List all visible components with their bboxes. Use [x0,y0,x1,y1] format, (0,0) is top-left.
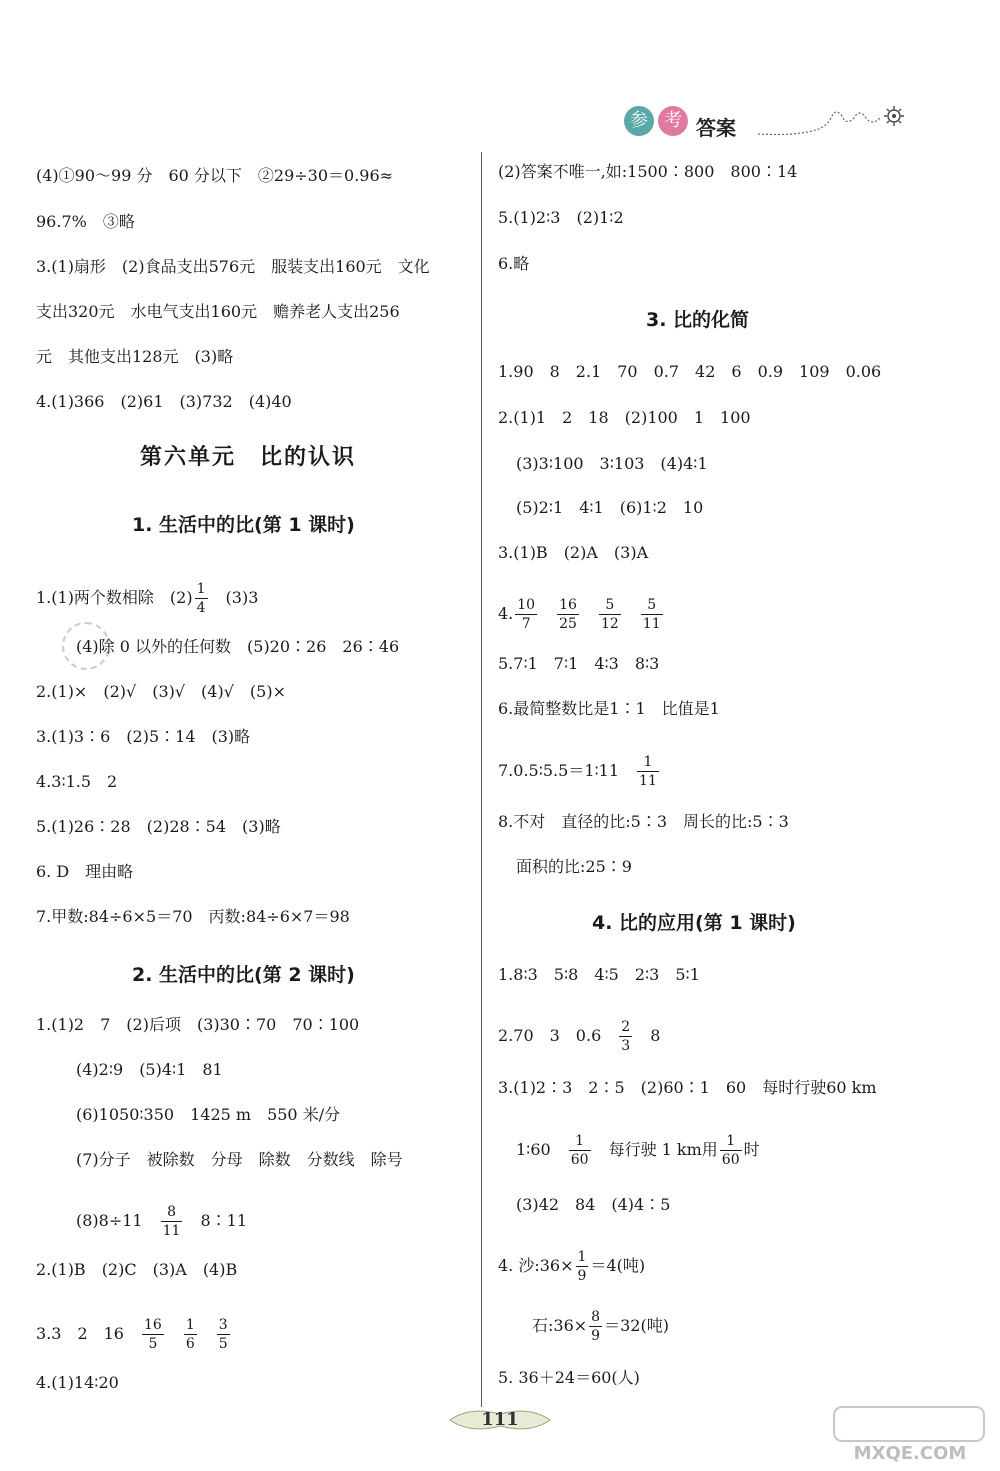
fraction: $\frac{1}{4}$ [196,581,206,616]
answer-line: 7.甲数:84÷6×5＝70 丙数:84÷6×7＝98 [36,907,350,926]
answer-line: 3.(1)B (2)A (3)A [498,543,649,562]
section-title: 3. 比的化简 [646,309,750,331]
answer-line: 3.(1)扇形 (2)食品支出576元 服装支出160元 文化 [36,257,430,276]
fraction: $\frac{16}{5}$ [144,1317,162,1352]
fraction: $\frac{5}{11}$ [642,597,661,632]
answer-line: 4.(1)14∶20 [36,1373,119,1392]
answer-line: 4.(1)366 (2)61 (3)732 (4)40 [36,392,292,411]
answer-line: 1.8∶3 5∶8 4∶5 2∶3 5∶1 [498,965,700,984]
answer-line: 1∶60 $\frac{1}{60}$ 每行驶 1 km用 $\frac{1}{60}$ 时 [516,1133,760,1168]
fraction: $\frac{1}{60}$ [721,1133,740,1168]
fraction: $\frac{1}{60}$ [570,1133,589,1168]
answer-line: 石:36× $\frac{8}{9}$ ＝32(吨) [532,1309,669,1344]
section-title: 2. 生活中的比(第 2 课时) [132,964,355,986]
answer-line: 3.3 2 16 $\frac{16}{5}$ $\frac{1}{6}$ $\frac{3}{5}$ [36,1317,228,1352]
answer-line: 6.最简整数比是1∶1 比值是1 [498,699,720,718]
answer-line: 1.(1)两个数相除 (2) $\frac{1}{4}$ (3)3 [36,581,259,616]
answer-line: (4)2∶9 (5)4∶1 81 [76,1060,223,1079]
answer-line: 7.0.5∶5.5＝1∶11 $\frac{1}{11}$ [498,754,657,789]
answer-line: 1.90 8 2.1 70 0.7 42 6 0.9 109 0.06 [498,362,882,381]
fraction: $\frac{3}{5}$ [218,1317,228,1352]
answer-line: (3)42 84 (4)4∶5 [516,1195,671,1214]
site-watermark [830,1405,990,1465]
fraction: $\frac{1}{6}$ [185,1317,195,1352]
answer-line: 4. $\frac{10}{7}$ $\frac{16}{25}$ $\frac{5}{12}$ $\frac{5}{11}$ [498,597,661,632]
fraction: $\frac{10}{7}$ [517,597,536,632]
section-title: 4. 比的应用(第 1 课时) [592,912,796,934]
section-title: 1. 生活中的比(第 1 课时) [132,514,355,536]
answer-line: 3.(1)2∶3 2∶5 (2)60∶1 60 每时行驶60 km [498,1078,877,1097]
answer-line: (8)8÷11 $\frac{8}{11}$ 8∶11 [76,1204,248,1239]
fraction: $\frac{8}{11}$ [162,1204,181,1239]
fraction: $\frac{16}{25}$ [559,597,577,632]
answer-line: (5)2∶1 4∶1 (6)1∶2 10 [516,498,704,517]
watermark-text: MXQE.COM [853,1443,967,1464]
fraction: $\frac{5}{12}$ [600,597,619,632]
column-divider [481,152,482,1407]
answer-line: 4. 沙:36× $\frac{1}{9}$ ＝4(吨) [498,1249,646,1284]
answer-line: 6. D 理由略 [36,862,134,881]
fraction: $\frac{1}{11}$ [639,754,657,789]
answer-line: 5.(1)2∶3 (2)1∶2 [498,208,624,227]
fraction: $\frac{8}{9}$ [591,1309,601,1344]
flower-swirl-icon [756,100,906,144]
fraction: $\frac{1}{9}$ [577,1249,587,1284]
answer-line: 8.不对 直径的比:5∶3 周长的比:5∶3 [498,812,789,831]
answer-line: 4.3∶1.5 2 [36,772,118,791]
answer-line: (4)除 0 以外的任何数 (5)20∶26 26∶46 [76,637,400,656]
page-number-badge [440,1400,560,1440]
answer-line: 6.略 [498,254,530,273]
answer-line: 1.(1)2 7 (2)后项 (3)30∶70 70∶100 [36,1015,360,1034]
answer-line: 面积的比:25∶9 [516,857,632,876]
answer-line: 96.7% ③略 [36,212,135,231]
fraction: $\frac{2}{3}$ [621,1019,631,1054]
badge-char-1: 参 [624,106,654,136]
answer-line: 2.(1)1 2 18 (2)100 1 100 [498,408,751,427]
answer-line: (3)3∶100 3∶103 (4)4∶1 [516,454,708,473]
answer-line: (2)答案不唯一,如:1500∶800 800∶14 [498,162,798,181]
badge-answer-label: 答案 [696,116,736,140]
page-number: 111 [481,1409,519,1430]
badge-char-2: 考 [658,106,688,136]
answer-line: 3.(1)3∶6 (2)5∶14 (3)略 [36,727,251,746]
answer-line: 元 其他支出128元 (3)略 [36,347,234,366]
answer-line: 2.(1)B (2)C (3)A (4)B [36,1260,238,1279]
answer-line: 2.70 3 0.6 $\frac{2}{3}$ 8 [498,1019,661,1054]
answer-key-header [618,98,908,148]
answer-line: 5.(1)26∶28 (2)28∶54 (3)略 [36,817,281,836]
answer-line: (6)1050∶350 1425 m 550 米/分 [76,1105,341,1124]
answer-line: 2.(1)× (2)√ (3)√ (4)√ (5)× [36,682,286,701]
answer-line: 5.7∶1 7∶1 4∶3 8∶3 [498,654,660,673]
answer-line: 支出320元 水电气支出160元 赡养老人支出256 [36,302,400,321]
answer-line: (7)分子 被除数 分母 除数 分数线 除号 [76,1150,403,1169]
unit-title: 第六单元 比的认识 [140,445,357,470]
answer-line: (4)①90～99 分 60 分以下 ②29÷30＝0.96≈ [36,166,394,185]
answer-line: 5. 36＋24＝60(人) [498,1368,640,1387]
